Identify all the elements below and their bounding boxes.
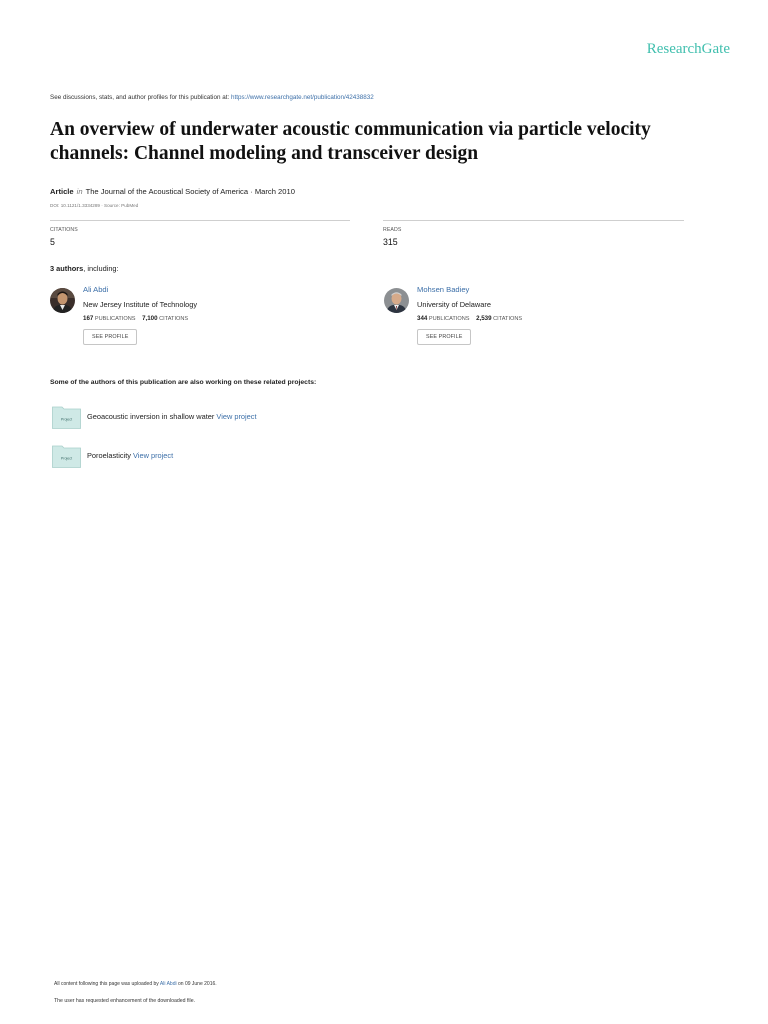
project-folder-icon [52,444,81,468]
discussion-line [50,94,374,101]
related-projects-heading: Some of the authors of this publication are also working on these related projects: [50,379,317,386]
author-name-link[interactable]: Ali Abdi [83,285,109,294]
view-project-link[interactable]: View project [216,412,257,421]
upload-note [54,981,217,987]
project-text [87,451,173,460]
publications-count: 344 [417,315,428,322]
author-citations-count: 2,539 [476,315,492,322]
in-label: in [76,187,83,196]
authors-count: 3 authors [50,264,84,273]
author-stats [83,315,197,322]
author-citations-label: CITATIONS [159,316,189,322]
view-project-link[interactable]: View project [133,451,174,460]
reads-stat [383,220,684,247]
discussion-text: See discussions, stats, and author profiles for this publication at: [50,94,230,101]
authors-including: , including: [83,264,119,273]
author-citations-label: CITATIONS [493,316,523,322]
see-profile-button[interactable]: SEE PROFILE [417,329,471,345]
project-icon-label: Project [60,417,73,422]
publication-title: An overview of underwater acoustic communication via particle velocity channels: Channel modeling and transceiver design [50,119,651,164]
author-info [417,285,522,345]
uploader-link[interactable]: Ali Abdi [159,981,177,987]
publications-count: 167 [83,315,94,322]
see-profile-button[interactable]: SEE PROFILE [83,329,137,345]
project-icon-label: Project [60,456,73,461]
avatar[interactable] [384,288,409,313]
enhancement-note: The user has requested enhancement of the downloaded file. [54,998,196,1004]
citations-stat [50,220,350,247]
author-institution: University of Delaware [417,300,491,309]
publication-meta [50,187,295,196]
upload-suffix: on 09 June 2016. [178,981,217,987]
author-institution: New Jersey Institute of Technology [83,300,198,309]
project-title: Poroelasticity [87,451,131,460]
journal-name: The Journal of the Acoustical Society of America · March 2010 [85,187,295,196]
project-text [87,412,257,421]
publication-type: Article [50,187,74,196]
citations-value: 5 [50,237,55,247]
project-title: Geoacoustic inversion in shallow water [87,412,215,421]
publications-label: PUBLICATIONS [94,316,136,322]
author-citations-count: 7,100 [142,315,158,322]
avatar[interactable] [50,288,75,313]
researchgate-logo[interactable]: ResearchGate [646,41,730,57]
author-name-link[interactable]: Mohsen Badiey [417,285,470,294]
author-stats [417,315,522,322]
project-folder-icon [52,405,81,429]
publications-label: PUBLICATIONS [428,316,470,322]
upload-prefix: All content following this page was uploaded by [54,981,159,987]
author-info [83,285,197,345]
doi-line: DOI: 10.1121/1.3334289 · Source: PubMed [50,203,139,208]
reads-label: READS [383,227,402,233]
authors-heading [50,264,119,273]
citations-label: CITATIONS [50,227,78,233]
reads-value: 315 [383,237,398,247]
publication-url-link[interactable]: https://www.researchgate.net/publication/42438832 [230,94,374,101]
